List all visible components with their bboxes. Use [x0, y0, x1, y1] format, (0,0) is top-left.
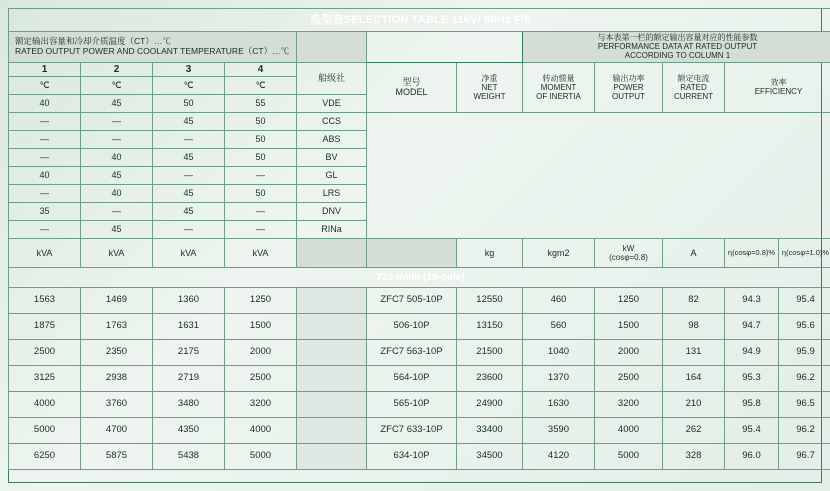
- cell-eff08: 95.4: [725, 418, 779, 444]
- ct-value: —: [9, 131, 81, 149]
- ct-value: —: [225, 203, 297, 221]
- cell-inertia: 1040: [523, 340, 595, 366]
- unit-power-cos: (cosφ=0.8): [609, 253, 648, 263]
- column-index-4: 4: [225, 62, 297, 77]
- ct-value: 55: [225, 95, 297, 113]
- cell-col4: 4000: [225, 418, 297, 444]
- unit-society-blank: [297, 239, 367, 268]
- ct-value: —: [9, 149, 81, 167]
- cell-col3: 2175: [153, 340, 225, 366]
- cell-eff10: 96.5: [779, 392, 830, 418]
- power-header: [595, 62, 663, 113]
- cell-inertia: 1630: [523, 392, 595, 418]
- table-row: [9, 203, 830, 221]
- inertia-header-en2: OF INERTIA: [536, 91, 581, 101]
- cell-society-blank: [297, 418, 367, 444]
- current-header-en2: CURRENT: [673, 91, 714, 101]
- ct-value: 50: [225, 113, 297, 131]
- cell-col4: 2000: [225, 340, 297, 366]
- cell-power: 2500: [595, 366, 663, 392]
- degree-unit-4: ℃: [225, 77, 297, 95]
- table-row: [9, 340, 830, 366]
- degree-unit-2: ℃: [81, 77, 153, 95]
- cell-current: 210: [663, 392, 725, 418]
- header-band-left: [367, 32, 523, 63]
- cell-col3: 4350: [153, 418, 225, 444]
- cell-eff08: 95.8: [725, 392, 779, 418]
- efficiency-header: [725, 62, 830, 113]
- unit-current: A: [663, 239, 725, 268]
- selection-table: [8, 8, 830, 470]
- society-name: LRS: [297, 185, 367, 203]
- perf-en-2: ACCORDING TO COLUMN 1: [624, 51, 731, 61]
- cell-current: 131: [663, 340, 725, 366]
- cell-col2: 1763: [81, 314, 153, 340]
- inertia-header-zh: 转动惯量: [542, 73, 575, 83]
- cell-weight: 34500: [457, 444, 523, 470]
- weight-header-en1: NET: [481, 82, 498, 92]
- cell-col4: 1500: [225, 314, 297, 340]
- cell-eff10: 96.2: [779, 418, 830, 444]
- cell-col2: 2938: [81, 366, 153, 392]
- unit-efficiency-10: η(cosφ=1.0)%: [779, 239, 830, 268]
- cell-col4: 1250: [225, 288, 297, 314]
- table-row: [9, 131, 830, 149]
- ct-value: 40: [81, 149, 153, 167]
- perf-en-1: PERFORMANCE DATA AT RATED OUTPUT: [597, 42, 758, 52]
- unit-efficiency-08: η(cosφ=0.8)%: [725, 239, 779, 268]
- cell-current: 98: [663, 314, 725, 340]
- ct-value: 40: [9, 167, 81, 185]
- degree-unit-3: ℃: [153, 77, 225, 95]
- table-row: [9, 113, 830, 131]
- weight-header-en2: WEIGHT: [473, 91, 506, 101]
- cell-inertia: 1370: [523, 366, 595, 392]
- cell-col1: 2500: [9, 340, 81, 366]
- current-header-zh: 额定电流: [677, 73, 710, 83]
- cell-col2: 3760: [81, 392, 153, 418]
- power-header-en1: POWER: [613, 82, 644, 92]
- cell-power: 2000: [595, 340, 663, 366]
- cell-eff08: 95.3: [725, 366, 779, 392]
- cell-society-blank: [297, 340, 367, 366]
- unit-model-blank: [367, 239, 457, 268]
- section-label: 720 r/min (10-pole): [9, 268, 830, 288]
- cell-power: 3200: [595, 392, 663, 418]
- cell-col4: 5000: [225, 444, 297, 470]
- cell-society-blank: [297, 392, 367, 418]
- society-name: GL: [297, 167, 367, 185]
- power-header-zh: 输出功率: [612, 73, 645, 83]
- ct-value: —: [81, 113, 153, 131]
- column-index-3: 3: [153, 62, 225, 77]
- society-placeholder: [297, 32, 367, 63]
- cell-eff08: 96.0: [725, 444, 779, 470]
- weight-header-zh: 净重: [481, 73, 498, 83]
- cell-col3: 1631: [153, 314, 225, 340]
- unit-kva-4: kVA: [225, 239, 297, 268]
- page-title: 选型表SELECTION TABLE 11kV/ 60Hz F/F: [9, 9, 830, 32]
- table-row: [9, 418, 830, 444]
- cell-model: 506-10P: [367, 314, 457, 340]
- ct-value: 45: [153, 203, 225, 221]
- ct-value: —: [153, 221, 225, 239]
- model-header-zh: 型号: [402, 76, 421, 87]
- cell-current: 262: [663, 418, 725, 444]
- ct-value: 50: [153, 95, 225, 113]
- cell-eff10: 96.7: [779, 444, 830, 470]
- cell-col2: 5875: [81, 444, 153, 470]
- inertia-header: [523, 62, 595, 113]
- cell-eff08: 94.9: [725, 340, 779, 366]
- ct-value: 45: [153, 113, 225, 131]
- ct-value: 40: [81, 185, 153, 203]
- rated-output-zh: 额定输出容量和冷却介质温度（CT）…℃: [15, 36, 171, 47]
- cell-col1: 4000: [9, 392, 81, 418]
- cell-model: 564-10P: [367, 366, 457, 392]
- ct-value: 45: [81, 221, 153, 239]
- table-row: [9, 366, 830, 392]
- ct-value: —: [9, 221, 81, 239]
- ct-value: 45: [153, 149, 225, 167]
- ct-value: 45: [81, 167, 153, 185]
- inertia-header-en1: MOMENT: [540, 82, 577, 92]
- table-row: [9, 221, 830, 239]
- model-header: [367, 62, 457, 113]
- society-name: DNV: [297, 203, 367, 221]
- cell-power: 5000: [595, 444, 663, 470]
- cell-col1: 3125: [9, 366, 81, 392]
- current-header-en1: RATED: [680, 82, 707, 92]
- cell-weight: 13150: [457, 314, 523, 340]
- ct-value: 45: [81, 95, 153, 113]
- cell-col2: 1469: [81, 288, 153, 314]
- society-header: 船级社: [297, 62, 367, 95]
- performance-header: [523, 32, 830, 63]
- cell-col1: 5000: [9, 418, 81, 444]
- society-name: CCS: [297, 113, 367, 131]
- cell-current: 328: [663, 444, 725, 470]
- cell-col3: 1360: [153, 288, 225, 314]
- cell-eff10: 95.6: [779, 314, 830, 340]
- table-row: [9, 314, 830, 340]
- cell-col3: 3480: [153, 392, 225, 418]
- cell-power: 4000: [595, 418, 663, 444]
- ct-value: —: [225, 221, 297, 239]
- efficiency-header-zh: 效率: [770, 78, 787, 88]
- unit-kva-1: kVA: [9, 239, 81, 268]
- cell-col1: 1875: [9, 314, 81, 340]
- cell-eff08: 94.7: [725, 314, 779, 340]
- unit-kva-2: kVA: [81, 239, 153, 268]
- unit-weight: kg: [457, 239, 523, 268]
- society-name: RINa: [297, 221, 367, 239]
- column-index-1: 1: [9, 62, 81, 77]
- cell-weight: 21500: [457, 340, 523, 366]
- cell-society-blank: [297, 288, 367, 314]
- cell-model: 634-10P: [367, 444, 457, 470]
- ct-value: 40: [9, 95, 81, 113]
- efficiency-header-en: EFFICIENCY: [754, 87, 803, 97]
- cell-current: 82: [663, 288, 725, 314]
- table-row: [9, 149, 830, 167]
- weight-header: [457, 62, 523, 113]
- unit-kva-3: kVA: [153, 239, 225, 268]
- ct-value: —: [81, 131, 153, 149]
- cell-col3: 2719: [153, 366, 225, 392]
- ct-value: —: [9, 113, 81, 131]
- cell-inertia: 3590: [523, 418, 595, 444]
- current-header: [663, 62, 725, 113]
- table-row: [9, 444, 830, 470]
- cell-eff10: 96.2: [779, 366, 830, 392]
- cell-col4: 2500: [225, 366, 297, 392]
- ct-value: 45: [153, 185, 225, 203]
- table-row: [9, 167, 830, 185]
- ct-value: 50: [225, 149, 297, 167]
- units-row: [9, 239, 830, 268]
- cell-model: ZFC7 633-10P: [367, 418, 457, 444]
- ct-value: 35: [9, 203, 81, 221]
- cell-col1: 6250: [9, 444, 81, 470]
- ct-value: —: [9, 185, 81, 203]
- unit-inertia: kgm2: [523, 239, 595, 268]
- cell-weight: 23600: [457, 366, 523, 392]
- society-name: BV: [297, 149, 367, 167]
- rated-output-header: [9, 32, 297, 63]
- ct-value: —: [225, 167, 297, 185]
- ct-value: 50: [225, 131, 297, 149]
- cell-model: ZFC7 563-10P: [367, 340, 457, 366]
- cell-current: 164: [663, 366, 725, 392]
- cell-inertia: 560: [523, 314, 595, 340]
- cell-eff10: 95.4: [779, 288, 830, 314]
- cell-society-blank: [297, 444, 367, 470]
- section-band: [9, 268, 830, 288]
- cell-col1: 1563: [9, 288, 81, 314]
- unit-power-kw: kW: [622, 243, 635, 253]
- perf-zh: 与本表第一栏的额定输出容量对应的性能参数: [597, 33, 758, 42]
- cell-col3: 5438: [153, 444, 225, 470]
- cell-col4: 3200: [225, 392, 297, 418]
- model-header-en: MODEL: [395, 87, 428, 98]
- ct-value: —: [153, 167, 225, 185]
- table-row: [9, 288, 830, 314]
- society-name: VDE: [297, 95, 367, 113]
- cell-inertia: 4120: [523, 444, 595, 470]
- cell-society-blank: [297, 366, 367, 392]
- header-row-columns: [9, 62, 830, 77]
- cell-weight: 24900: [457, 392, 523, 418]
- society-name: ABS: [297, 131, 367, 149]
- table-row: [9, 185, 830, 203]
- table-row: [9, 392, 830, 418]
- ct-value: —: [153, 131, 225, 149]
- cell-col2: 4700: [81, 418, 153, 444]
- cell-power: 1500: [595, 314, 663, 340]
- cell-weight: 33400: [457, 418, 523, 444]
- unit-power: [595, 239, 663, 268]
- degree-unit-1: ℃: [9, 77, 81, 95]
- cell-eff10: 95.9: [779, 340, 830, 366]
- cell-power: 1250: [595, 288, 663, 314]
- ct-value: —: [81, 203, 153, 221]
- ct-value: 50: [225, 185, 297, 203]
- cell-model: ZFC7 505-10P: [367, 288, 457, 314]
- cell-society-blank: [297, 314, 367, 340]
- cell-col2: 2350: [81, 340, 153, 366]
- cell-model: 565-10P: [367, 392, 457, 418]
- cell-eff08: 94.3: [725, 288, 779, 314]
- rated-output-en: RATED OUTPUT POWER AND COOLANT TEMPERATURE（CT）…℃: [15, 45, 290, 56]
- table-title-row: [9, 9, 830, 32]
- cell-inertia: 460: [523, 288, 595, 314]
- power-header-en2: OUTPUT: [612, 91, 645, 101]
- cell-weight: 12550: [457, 288, 523, 314]
- column-index-2: 2: [81, 62, 153, 77]
